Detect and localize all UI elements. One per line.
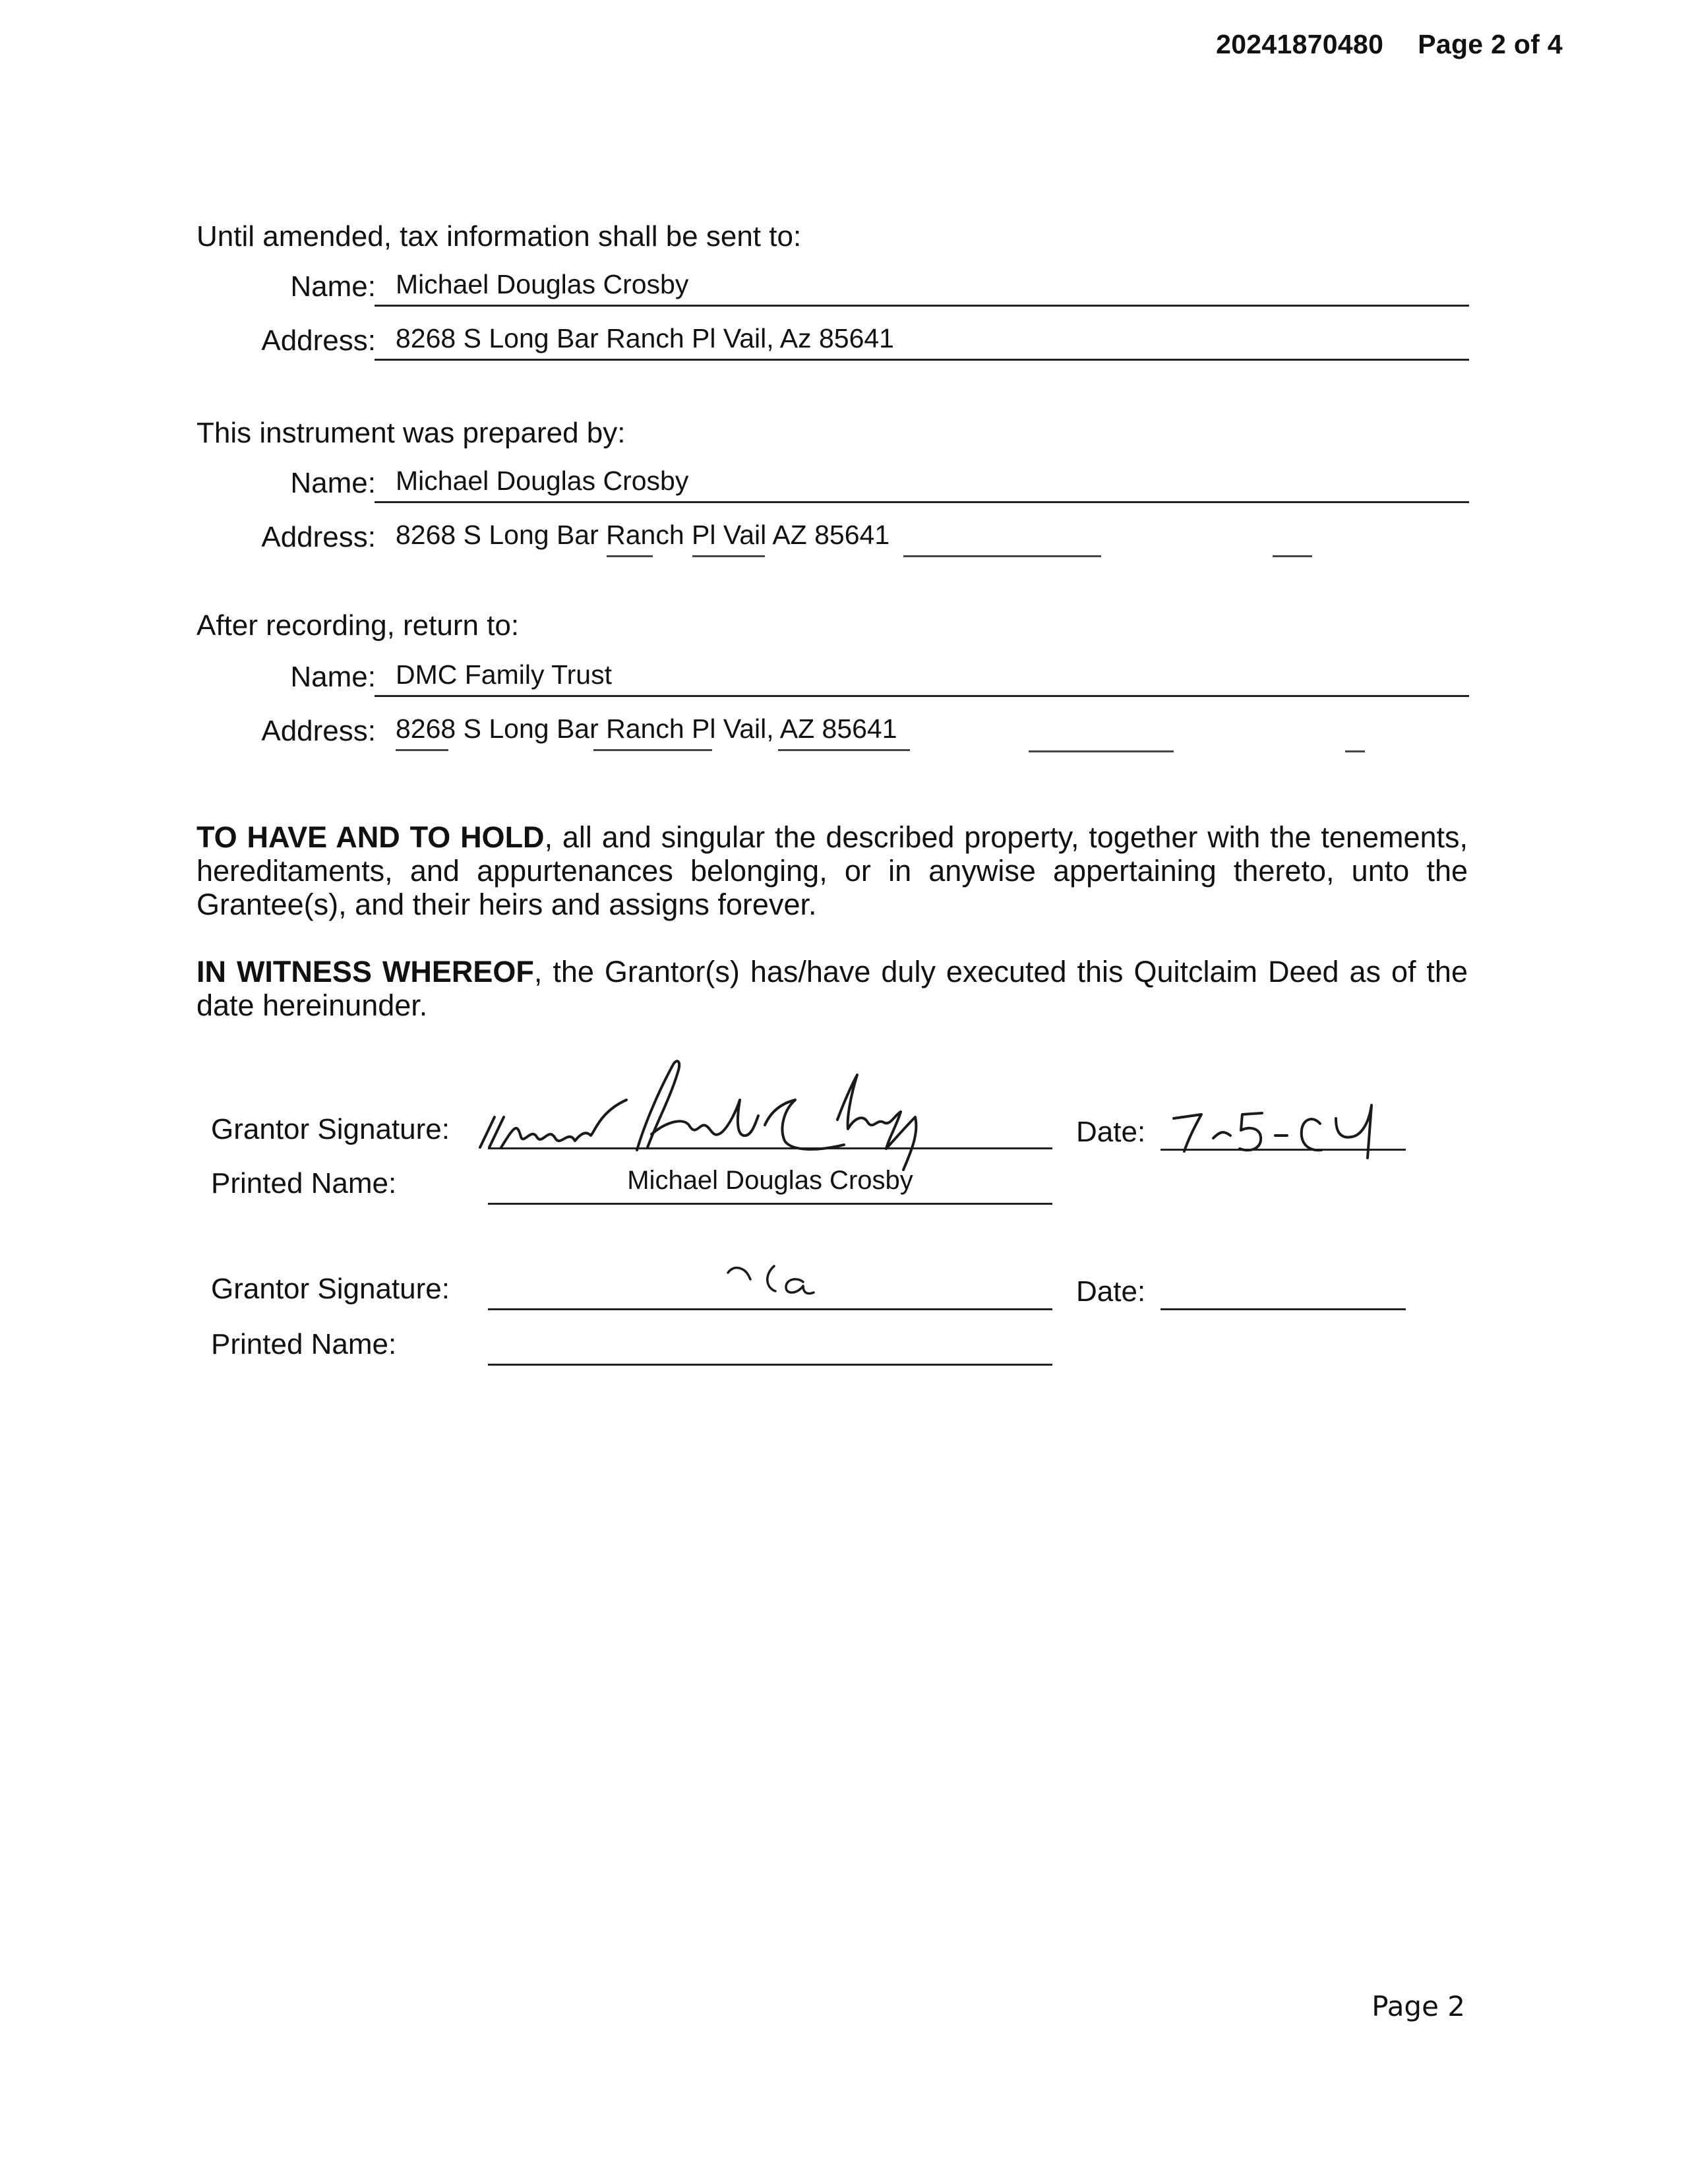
grantor1-printed-name-line	[488, 1203, 1052, 1205]
prepared-by-heading: This instrument was prepared by:	[196, 417, 626, 449]
habendum-lead: TO HAVE AND TO HOLD	[196, 820, 545, 854]
grantor1-handwritten-date	[1163, 1089, 1414, 1162]
habendum-paragraph	[196, 820, 1468, 921]
grantor2-printed-name-label: Printed Name:	[211, 1328, 397, 1360]
grantor2-date-label: Date:	[1076, 1275, 1146, 1308]
witness-paragraph	[196, 955, 1468, 1022]
tax-address-label: Address:	[261, 324, 376, 357]
grantor1-printed-name-label: Printed Name:	[211, 1167, 397, 1199]
witness-text: , the Grantor(s) has/have duly executed this Quitclaim Deed as of the date hereinunder.	[196, 955, 1468, 1022]
return-to-heading: After recording, return to:	[196, 609, 520, 642]
tax-name-label-row	[0, 270, 376, 307]
habendum-text: , all and singular the described property, together with the tenements, hereditaments, and appurtenances belonging, or in anywise appertaining thereto, unto the Grantee(s), and their heirs and assigns forever.	[196, 820, 1468, 921]
document-number: 20241870480	[1216, 29, 1384, 59]
tax-address-line	[375, 359, 1469, 361]
grantor1-signature-label: Grantor Signature:	[211, 1113, 450, 1145]
page-of-label: Page 2 of 4	[1418, 29, 1563, 59]
return-name-line	[375, 695, 1469, 697]
grantor1-printed-name: Michael Douglas Crosby	[627, 1166, 913, 1195]
scan-artifact-line	[396, 749, 448, 751]
return-name-label-row	[0, 661, 376, 698]
grantor2-date-line	[1160, 1308, 1406, 1310]
grantor2-signature-label: Grantor Signature:	[211, 1273, 450, 1305]
grantor1-handwritten-signature	[475, 1048, 976, 1180]
scan-artifact-line	[1345, 750, 1365, 752]
return-address-label: Address:	[261, 715, 376, 747]
grantor2-signature-line	[488, 1308, 1052, 1310]
prepared-name-line	[375, 501, 1469, 503]
tax-address-value: 8268 S Long Bar Ranch Pl Vail, Az 85641	[396, 323, 894, 353]
prepared-name-value: Michael Douglas Crosby	[396, 466, 689, 496]
return-address-value: 8268 S Long Bar Ranch Pl Vail, AZ 85641	[396, 713, 897, 744]
return-name-value: DMC Family Trust	[396, 659, 612, 690]
prepared-name-label: Name:	[290, 467, 376, 499]
prepared-address-label-row	[0, 521, 376, 558]
scan-artifact-line	[692, 555, 765, 557]
tax-info-heading: Until amended, tax information shall be sent to:	[196, 220, 802, 253]
prepared-name-label-row	[0, 467, 376, 504]
grantor1-date-label: Date:	[1076, 1116, 1146, 1148]
grantor2-printed-name-line	[488, 1364, 1052, 1366]
scan-artifact-line	[778, 749, 910, 751]
scan-artifact-line	[607, 555, 653, 557]
grantor2-handwritten-na	[724, 1262, 829, 1302]
scan-artifact-line	[593, 749, 712, 751]
tax-name-value: Michael Douglas Crosby	[396, 269, 689, 299]
scan-artifact-line	[903, 555, 1101, 557]
page-header	[1216, 29, 1563, 60]
tax-name-line	[375, 305, 1469, 307]
tax-name-label: Name:	[290, 270, 376, 303]
return-address-label-row	[0, 715, 376, 752]
prepared-address-value: 8268 S Long Bar Ranch Pl Vail AZ 85641	[396, 520, 890, 550]
page-footer-number: Page 2	[1372, 1990, 1465, 2022]
tax-address-label-row	[0, 324, 376, 361]
return-name-label: Name:	[290, 661, 376, 693]
prepared-address-label: Address:	[261, 521, 376, 553]
scan-artifact-line	[1273, 555, 1312, 557]
witness-lead: IN WITNESS WHEREOF	[196, 955, 534, 988]
scan-artifact-line	[1029, 750, 1174, 752]
